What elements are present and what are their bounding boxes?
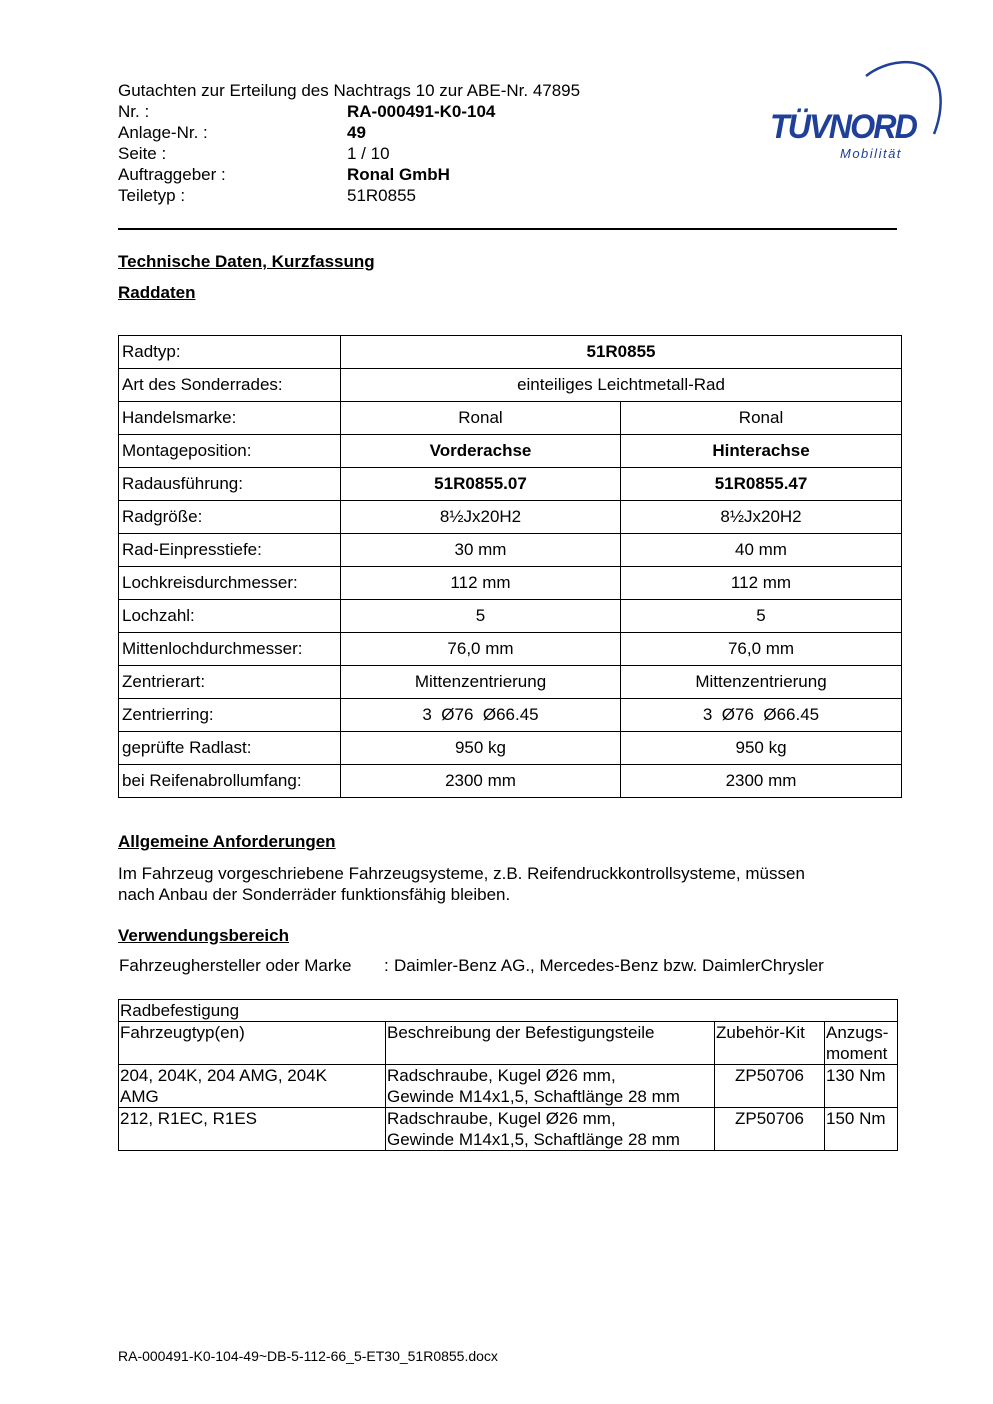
header-title: Gutachten zur Erteilung des Nachtrags 10 zur ABE-Nr. 47895 (118, 81, 581, 100)
column-header: Beschreibung der Befestigungsteile (386, 1022, 715, 1065)
manufacturer-value: Daimler-Benz AG., Mercedes-Benz bzw. DaimlerChrysler (394, 956, 824, 975)
header-label: Anlage-Nr. : (118, 123, 208, 142)
manufacturer-row (119, 956, 824, 976)
torque-cell: 150 Nm (825, 1108, 898, 1151)
row-label: Art des Sonderrades: (119, 369, 341, 402)
table-row (119, 600, 902, 633)
paragraph-line: Im Fahrzeug vorgeschriebene Fahrzeugsysteme, z.B. Reifendruckkontrollsysteme, müssen (118, 864, 805, 883)
front-value: Mittenzentrierung (341, 666, 621, 699)
kit-cell: ZP50706 (715, 1065, 825, 1108)
description-cell (386, 1065, 715, 1108)
table-row (119, 1065, 898, 1108)
cell-line: Radschraube, Kugel Ø26 mm, (387, 1066, 616, 1085)
cell-line: Gewinde M14x1,5, Schaftlänge 28 mm (387, 1087, 680, 1106)
table-row (119, 435, 902, 468)
front-value: 51R0855.07 (341, 468, 621, 501)
column-header: Fahrzeugtyp(en) (119, 1022, 386, 1065)
vehicle-types-cell (119, 1065, 386, 1108)
section-heading-verwendung: Verwendungsbereich (118, 926, 289, 945)
header-row-seite (118, 143, 678, 164)
cell-line: AMG (120, 1087, 159, 1106)
table-row (119, 567, 902, 600)
description-cell (386, 1108, 715, 1151)
vehicle-types-cell (119, 1108, 386, 1151)
tuev-nord-logo (768, 58, 948, 168)
row-label: Radgröße: (119, 501, 341, 534)
wheel-data-table (118, 335, 902, 798)
header-label: Teiletyp : (118, 186, 186, 205)
table-row (119, 501, 902, 534)
rear-value: 5 (621, 600, 902, 633)
cell-line: Radschraube, Kugel Ø26 mm, (387, 1109, 616, 1128)
header-label: Nr. : (118, 102, 150, 121)
rear-value: Mittenzentrierung (621, 666, 902, 699)
table-row (119, 336, 902, 369)
document-header (118, 80, 678, 206)
row-label: bei Reifenabrollumfang: (119, 765, 341, 798)
rear-value: 112 mm (621, 567, 902, 600)
front-value: 950 kg (341, 732, 621, 765)
header-row-nr (118, 101, 678, 122)
logo-wordmark: TÜVNORD (770, 108, 918, 146)
row-label: Radtyp: (119, 336, 341, 369)
rear-value: Ronal (621, 402, 902, 435)
table-row (119, 534, 902, 567)
table-header-row (119, 1022, 898, 1065)
rear-value: Hinterachse (621, 435, 902, 468)
section-heading-raddaten: Raddaten (118, 283, 196, 302)
front-value: 5 (341, 600, 621, 633)
table-row (119, 666, 902, 699)
row-label: Lochkreisdurchmesser: (119, 567, 341, 600)
rear-value: 40 mm (621, 534, 902, 567)
row-label: Zentrierring: (119, 699, 341, 732)
row-label: geprüfte Radlast: (119, 732, 341, 765)
header-line: moment (826, 1044, 888, 1063)
table-row (119, 402, 902, 435)
column-header (825, 1022, 898, 1065)
front-value: Vorderachse (341, 435, 621, 468)
manufacturer-label: Fahrzeughersteller oder Marke (119, 956, 352, 975)
torque-cell: 130 Nm (825, 1065, 898, 1108)
rear-value: 2300 mm (621, 765, 902, 798)
rear-value: 950 kg (621, 732, 902, 765)
header-line: Anzugs- (826, 1023, 889, 1042)
cell-line: Gewinde M14x1,5, Schaftlänge 28 mm (387, 1130, 680, 1149)
header-divider (118, 228, 897, 230)
row-value: einteiliges Leichtmetall-Rad (341, 369, 902, 402)
rear-value: 3 Ø76 Ø66.45 (621, 699, 902, 732)
row-label: Handelsmarke: (119, 402, 341, 435)
section-heading-allgemein: Allgemeine Anforderungen (118, 832, 336, 851)
rear-value: 76,0 mm (621, 633, 902, 666)
front-value: 3 Ø76 Ø66.45 (341, 699, 621, 732)
cell-line: 204, 204K, 204 AMG, 204K (120, 1066, 327, 1085)
rear-value: 51R0855.47 (621, 468, 902, 501)
front-value: 8½Jx20H2 (341, 501, 621, 534)
row-label: Radausführung: (119, 468, 341, 501)
front-value: Ronal (341, 402, 621, 435)
row-label: Mittenlochdurchmesser: (119, 633, 341, 666)
front-value: 76,0 mm (341, 633, 621, 666)
table-row (119, 732, 902, 765)
table-caption-row (119, 1000, 898, 1022)
header-row-auftraggeber (118, 164, 678, 185)
header-value: 51R0855 (347, 186, 417, 205)
header-label: Auftraggeber : (118, 165, 226, 184)
rear-value: 8½Jx20H2 (621, 501, 902, 534)
front-value: 30 mm (341, 534, 621, 567)
table-caption: Radbefestigung (119, 1000, 898, 1022)
front-value: 112 mm (341, 567, 621, 600)
row-label: Lochzahl: (119, 600, 341, 633)
table-row (119, 468, 902, 501)
manufacturer-separator: : (384, 956, 389, 975)
fastening-table (118, 999, 898, 1151)
logo-subtitle: Mobilität (840, 146, 902, 161)
table-row (119, 699, 902, 732)
table-row (119, 633, 902, 666)
document-filename-footer: RA-000491-K0-104-49~DB-5-112-66_5-ET30_51R0855.docx (118, 1348, 498, 1364)
row-value: 51R0855 (341, 336, 902, 369)
row-label: Rad-Einpresstiefe: (119, 534, 341, 567)
paragraph-line: nach Anbau der Sonderräder funktionsfähig bleiben. (118, 885, 511, 904)
kit-cell: ZP50706 (715, 1108, 825, 1151)
cell-line: 212, R1EC, R1ES (120, 1109, 258, 1128)
header-value: 1 / 10 (347, 144, 390, 163)
column-header: Zubehör-Kit (715, 1022, 825, 1065)
header-value: RA-000491-K0-104 (347, 102, 496, 121)
header-row-teiletyp (118, 185, 678, 206)
header-value: Ronal GmbH (347, 165, 450, 184)
row-label: Zentrierart: (119, 666, 341, 699)
header-value: 49 (347, 123, 366, 142)
table-row (119, 1108, 898, 1151)
section-heading-tech: Technische Daten, Kurzfassung (118, 252, 375, 271)
header-row-anlage (118, 122, 678, 143)
row-label: Montageposition: (119, 435, 341, 468)
header-label: Seite : (118, 144, 167, 163)
table-row (119, 369, 902, 402)
table-row (119, 765, 902, 798)
allgemein-paragraph (118, 863, 898, 905)
front-value: 2300 mm (341, 765, 621, 798)
